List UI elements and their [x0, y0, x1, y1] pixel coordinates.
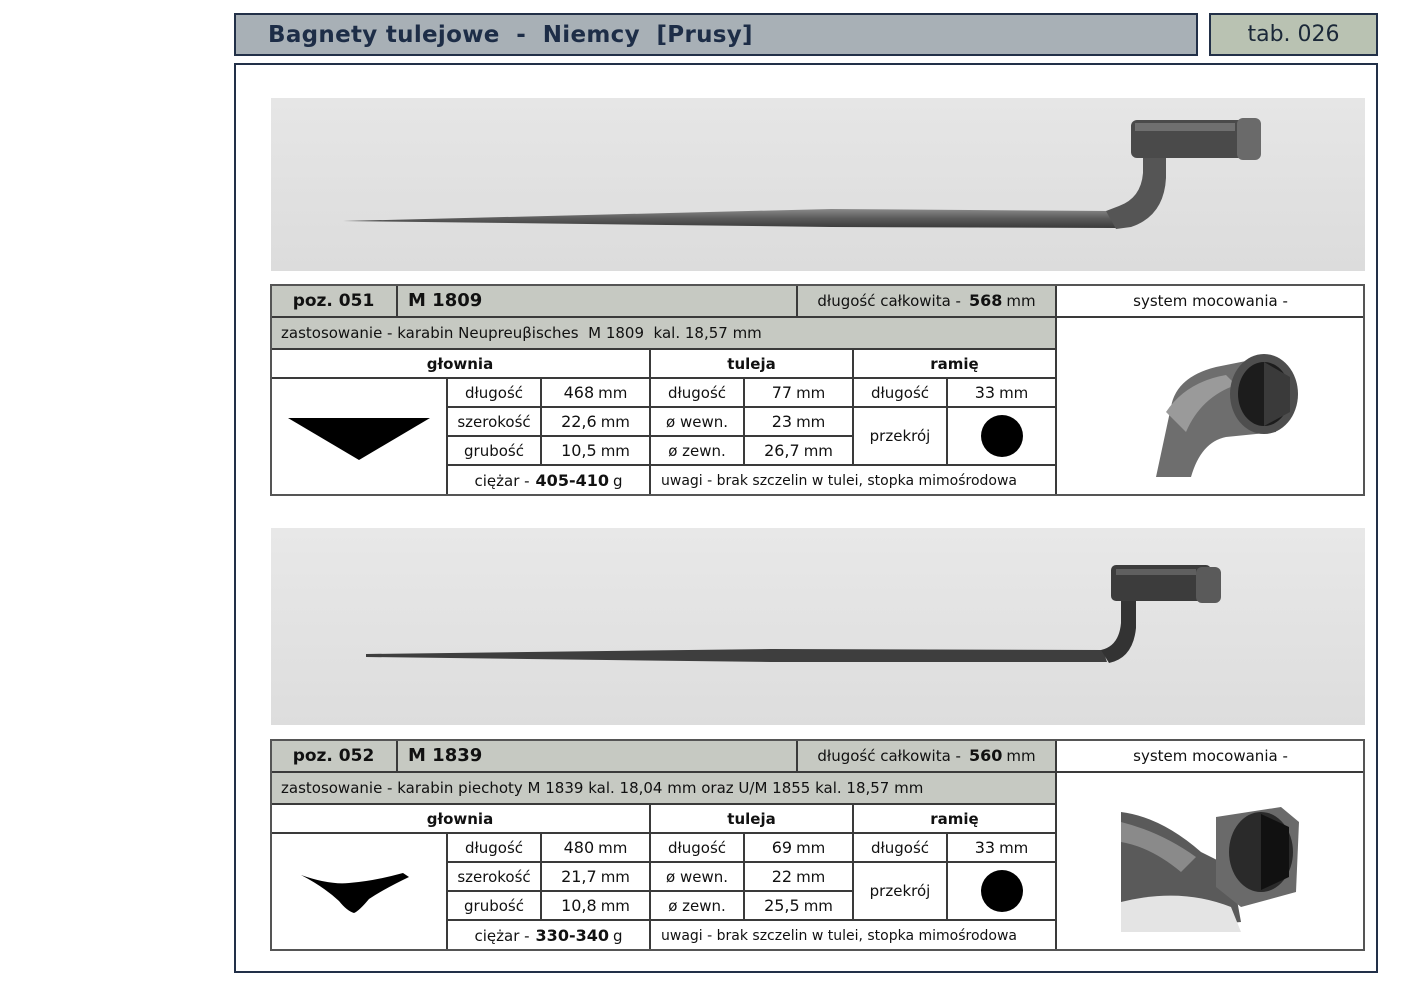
blade-length-label: długość	[447, 378, 541, 407]
blade-thickness-cell	[541, 436, 650, 465]
unit-mm: mm	[598, 383, 628, 402]
arm-length-label: długość	[853, 833, 947, 862]
weight-value: 330-340	[535, 926, 609, 945]
socket-section-header: tuleja	[650, 349, 853, 378]
weight-unit: g	[612, 926, 623, 945]
arm-length-cell	[947, 833, 1056, 862]
blade-thickness-label: grubość	[447, 891, 541, 920]
blade-length-cell	[541, 833, 650, 862]
unit-mm: mm	[803, 896, 833, 915]
blade-cross-section	[270, 833, 447, 951]
bayonet-photo-051	[271, 98, 1365, 271]
socket-inner-value: 22	[771, 867, 793, 886]
unit-mm: mm	[796, 867, 826, 886]
usage-text: zastosowanie - karabin piechoty M 1839 kal. 18,04 mm oraz U/M 1855 kal. 18,57 mm	[270, 772, 1056, 804]
round-section-icon	[980, 414, 1024, 458]
triangle-section-icon	[284, 412, 434, 462]
unit-mm: mm	[598, 838, 628, 857]
socket-inner-cell	[744, 862, 853, 891]
unit-mm: mm	[803, 441, 833, 460]
unit-mm: mm	[999, 383, 1029, 402]
position-number: poz. 051	[270, 284, 397, 317]
arm-section-label: przekrój	[853, 862, 947, 920]
total-length-unit: mm	[1006, 746, 1036, 765]
tab-number-box	[1209, 13, 1378, 56]
position-number: poz. 052	[270, 739, 397, 772]
unit-mm: mm	[796, 383, 826, 402]
usage-text: zastosowanie - karabin Neupreuβisches M 1809 kal. 18,57 mm	[270, 317, 1056, 349]
socket-outer-label: ø zewn.	[650, 436, 744, 465]
blade-width-cell	[541, 862, 650, 891]
arm-length-value: 33	[974, 838, 996, 857]
page-title: Bagnety tulejowe - Niemcy [Prusy]	[268, 22, 753, 48]
unit-mm: mm	[600, 896, 630, 915]
socket-outer-value: 25,5	[764, 896, 800, 915]
mounting-photo-051	[1056, 317, 1365, 496]
socket-length-label: długość	[650, 378, 744, 407]
model-name: M 1809	[397, 284, 797, 317]
blade-thickness-cell	[541, 891, 650, 920]
blade-width-value: 22,6	[561, 412, 597, 431]
unit-mm: mm	[796, 838, 826, 857]
arm-section-header: ramię	[853, 804, 1056, 833]
socket-outer-label: ø zewn.	[650, 891, 744, 920]
blade-width-label: szerokość	[447, 862, 541, 891]
unit-mm: mm	[600, 867, 630, 886]
unit-mm: mm	[796, 412, 826, 431]
socket-outer-cell	[744, 891, 853, 920]
round-section-icon	[980, 869, 1024, 913]
socket-length-cell	[744, 833, 853, 862]
unit-mm: mm	[999, 838, 1029, 857]
total-length-label: długość całkowita -	[817, 746, 961, 765]
weight-label: ciężar -	[474, 926, 530, 945]
socket-inner-label: ø wewn.	[650, 407, 744, 436]
socket-inner-value: 23	[771, 412, 793, 431]
blade-cross-section	[270, 378, 447, 496]
arm-cross-section	[947, 407, 1056, 465]
blade-thickness-value: 10,5	[561, 441, 597, 460]
mounting-system-label: system mocowania -	[1056, 284, 1365, 317]
socket-inner-cell	[744, 407, 853, 436]
blade-section-header: głownia	[270, 349, 650, 378]
total-length-unit: mm	[1006, 291, 1036, 310]
socket-length-value: 77	[771, 383, 793, 402]
tab-number: tab. 026	[1247, 22, 1340, 47]
socket-length-label: długość	[650, 833, 744, 862]
socket-length-cell	[744, 378, 853, 407]
blade-length-value: 468	[563, 383, 595, 402]
unit-mm: mm	[600, 412, 630, 431]
socket-outer-value: 26,7	[764, 441, 800, 460]
arm-length-cell	[947, 378, 1056, 407]
blade-width-cell	[541, 407, 650, 436]
bayonet-entry-051	[270, 284, 1365, 496]
bayonet-photo-052	[271, 528, 1365, 725]
blade-length-cell	[541, 378, 650, 407]
socket-length-value: 69	[771, 838, 793, 857]
total-length-cell	[797, 284, 1056, 317]
socket-outer-cell	[744, 436, 853, 465]
blade-section-header: głownia	[270, 804, 650, 833]
notes-text: uwagi - brak szczelin w tulei, stopka mimośrodowa	[650, 465, 1056, 496]
blade-width-label: szerokość	[447, 407, 541, 436]
weight-unit: g	[612, 471, 623, 490]
blade-thickness-value: 10,8	[561, 896, 597, 915]
mounting-photo-052	[1056, 772, 1365, 951]
arm-cross-section	[947, 862, 1056, 920]
arm-section-label: przekrój	[853, 407, 947, 465]
notes-text: uwagi - brak szczelin w tulei, stopka mimośrodowa	[650, 920, 1056, 951]
weight-label: ciężar -	[474, 471, 530, 490]
weight-cell	[447, 920, 650, 951]
total-length-value: 560	[968, 746, 1003, 765]
arm-length-value: 33	[974, 383, 996, 402]
weight-cell	[447, 465, 650, 496]
page-title-bar	[234, 13, 1198, 56]
arm-section-header: ramię	[853, 349, 1056, 378]
arm-length-label: długość	[853, 378, 947, 407]
socket-section-header: tuleja	[650, 804, 853, 833]
mounting-system-label: system mocowania -	[1056, 739, 1365, 772]
blade-length-label: długość	[447, 833, 541, 862]
model-name: M 1839	[397, 739, 797, 772]
blade-thickness-label: grubość	[447, 436, 541, 465]
total-length-label: długość całkowita -	[817, 291, 961, 310]
weight-value: 405-410	[535, 471, 609, 490]
blade-length-value: 480	[563, 838, 595, 857]
blade-width-value: 21,7	[561, 867, 597, 886]
total-length-value: 568	[968, 291, 1003, 310]
unit-mm: mm	[600, 441, 630, 460]
socket-inner-label: ø wewn.	[650, 862, 744, 891]
bayonet-entry-052	[270, 739, 1365, 951]
total-length-cell	[797, 739, 1056, 772]
hollow-ground-section-icon	[299, 867, 419, 917]
